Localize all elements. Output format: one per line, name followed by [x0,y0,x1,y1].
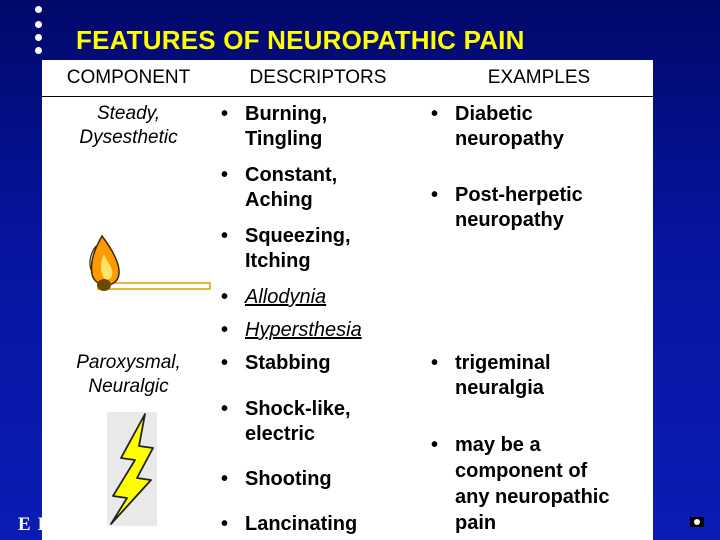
example-item: • trigeminal neuralgia [431,352,551,399]
descriptor-item: • Squeezing, Itching [221,225,351,272]
descriptor-item: • Stabbing [221,352,331,374]
descriptor-item: • Allodynia [221,286,327,308]
component-paroxysmal: Paroxysmal, Neuralgic [76,352,181,397]
descriptor-item: • Burning, Tingling [221,103,328,150]
descriptor-item: • Constant, Aching [221,164,338,211]
footer-text: E I [18,514,46,535]
header-examples: EXAMPLES [425,62,653,96]
header-divider [42,96,653,97]
corner-dot-icon [689,516,705,528]
header-component: COMPONENT [42,62,215,96]
decorative-dots [32,4,46,54]
component-steady: Steady, Dysesthetic [79,103,178,148]
example-item: • Diabetic neuropathy [431,103,564,150]
descriptor-item: • Hypersthesia [221,319,362,341]
descriptor-item: • Lancinating [221,513,358,535]
header-descriptors: DESCRIPTORS [221,62,415,96]
lightning-bolt-icon [107,412,157,526]
example-item: • may be a component of any neuropathic pain [431,434,610,534]
descriptor-item: • Shock-like, electric [221,398,351,445]
descriptor-item: • Shooting [221,468,332,490]
slide-title: FEATURES OF NEUROPATHIC PAIN [76,25,525,55]
example-item: • Post-herpetic neuropathy [431,184,583,231]
burning-match-icon [88,228,218,308]
